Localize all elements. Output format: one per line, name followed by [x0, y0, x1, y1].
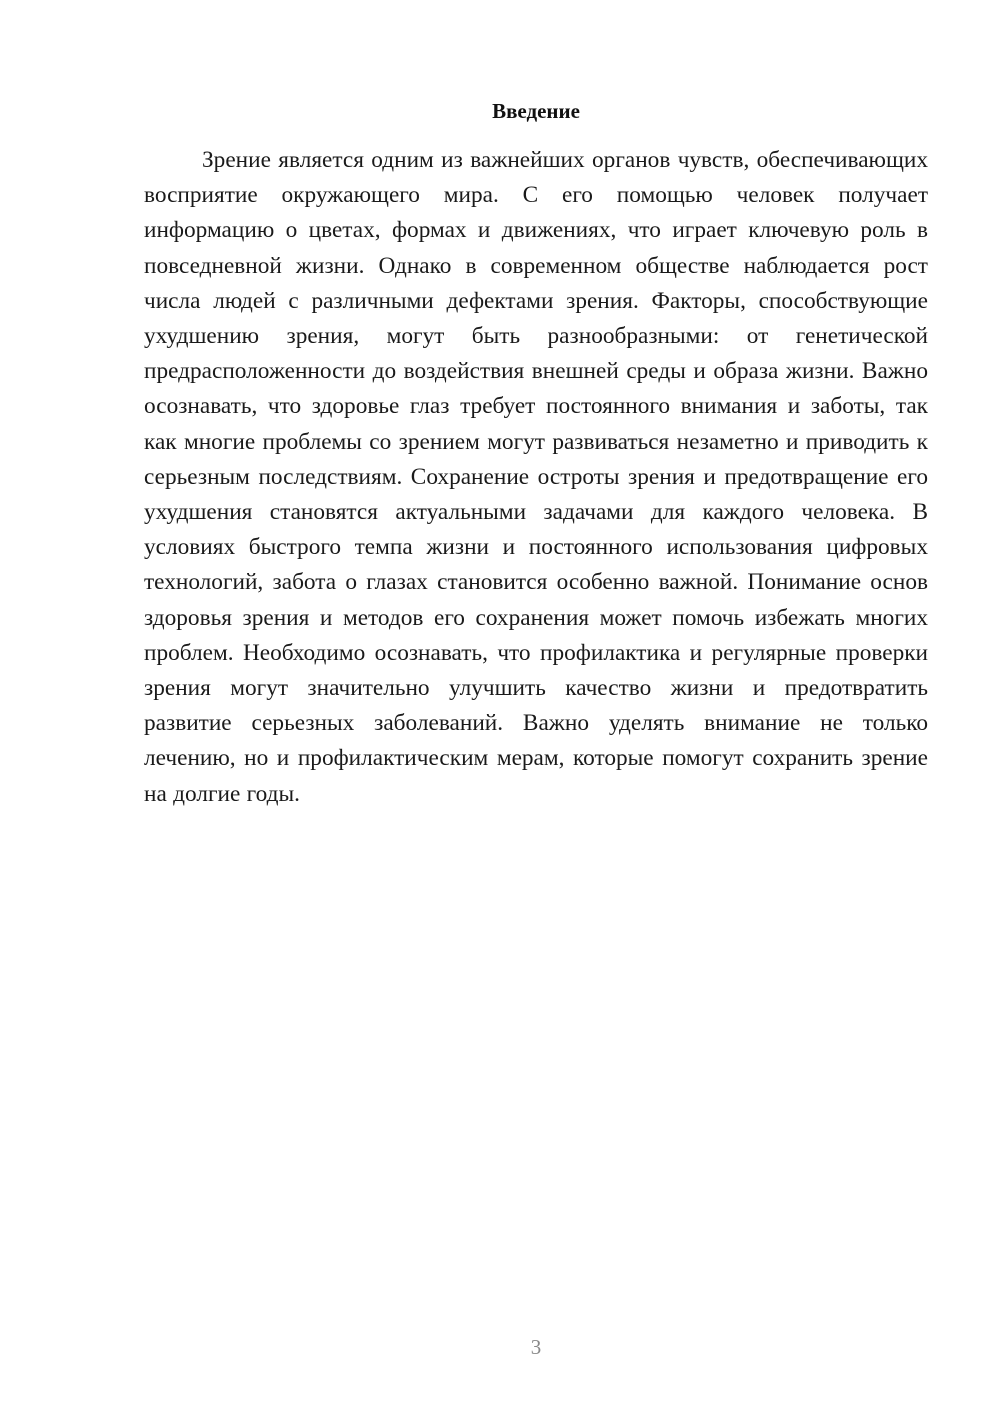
- body-paragraph: Зрение является одним из важнейших органов чувств, обеспечивающих восприятие окружающего мира. С его помощью человек получает информацию о цветах, формах и движениях, что играет ключевую роль в повседневной жизни. Однако в современном обществе наблюдается рост числа людей с различными дефектами зрения. Факторы, способствующие ухудшению зрения, могут быть разнообразными: от генетической предрасположенности до воздействия внешней среды и образа жизни. Важно осознавать, что здоровье глаз требует постоянного внимания и заботы, так как многие проблемы со зрением могут развиваться незаметно и приводить к серьезным последствиям. Сохранение остроты зрения и предотвращение его ухудшения становятся актуальными задачами для каждого человека. В условиях быстрого темпа жизни и постоянного использования цифровых технологий, забота о глазах становится особенно важной. Понимание основ здоровья зрения и методов его сохранения может помочь избежать многих проблем. Необходимо осознавать, что профилактика и регулярные проверки зрения могут значительно улучшить качество жизни и предотвратить развитие серьезных заболеваний. Важно уделять внимание не только лечению, но и профилактическим мерам, которые помогут сохранить зрение на долгие годы.: [144, 147, 928, 807]
- page-number: 3: [530, 1335, 542, 1359]
- section-heading: Введение: [492, 99, 580, 123]
